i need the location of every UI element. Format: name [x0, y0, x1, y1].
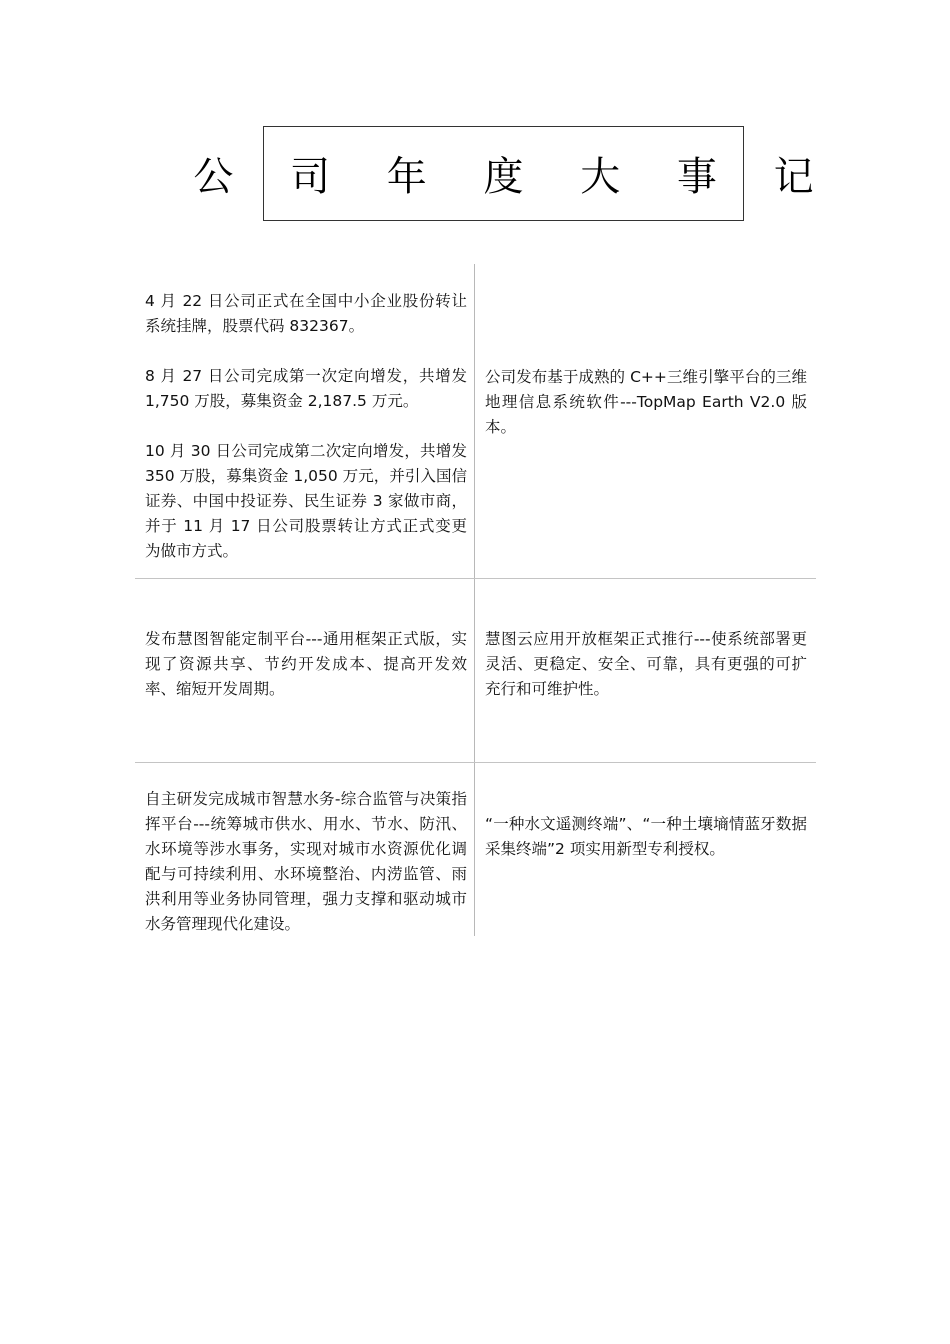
event-topmap-release: 公司发布基于成熟的 C++三维引擎平台的三维地理信息系统软件---TopMap Earth V2.0 版本。 [485, 368, 807, 436]
event-patents: “一种水文遥测终端”、“一种土壤墒情蓝牙数据采集终端”2 项实用新型专利授权。 [485, 815, 807, 858]
row-2-left-cell [145, 627, 467, 702]
event-listing: 4 月 22 日公司正式在全国中小企业股份转让系统挂牌，股票代码 832367。 [145, 292, 467, 335]
page-title: 公 司 年 度 大 事 记 [193, 154, 836, 200]
row-3-right-cell [485, 812, 807, 862]
event-platform-release: 发布慧图智能定制平台---通用框架正式版，实现了资源共享、节约开发成本、提高开发效率、缩短开发周期。 [145, 630, 467, 698]
row-2-right-cell [485, 627, 807, 702]
row-divider-1 [135, 578, 816, 579]
event-cloud-framework: 慧图云应用开放框架正式推行---使系统部署更灵活、更稳定、安全、可靠，具有更强的可扩充行和可维护性。 [485, 630, 807, 698]
row-1-right-cell [485, 365, 807, 440]
row-divider-2 [135, 762, 816, 763]
title-box [193, 126, 836, 221]
row-1-left-cell [145, 289, 467, 564]
column-divider [474, 264, 475, 936]
event-first-placement: 8 月 27 日公司完成第一次定向增发，共增发 1,750 万股，募集资金 2,187.5 万元。 [145, 367, 467, 410]
event-second-placement: 10 月 30 日公司完成第二次定向增发，共增发 350 万股，募集资金 1,050 万元，并引入国信证券、中国中投证券、民生证券 3 家做市商，并于 11 月 17 日公司股票转让方式正式变更为做市方式。 [145, 442, 467, 560]
row-3-left-cell [145, 787, 467, 937]
event-smart-water: 自主研发完成城市智慧水务-综合监管与决策指挥平台---统筹城市供水、用水、节水、防汛、水环境等涉水事务，实现对城市水资源优化调配与可持续利用、水环境整治、内涝监管、雨洪利用等业务协同管理，强力支撑和驱动城市水务管理现代化建设。 [145, 790, 467, 933]
